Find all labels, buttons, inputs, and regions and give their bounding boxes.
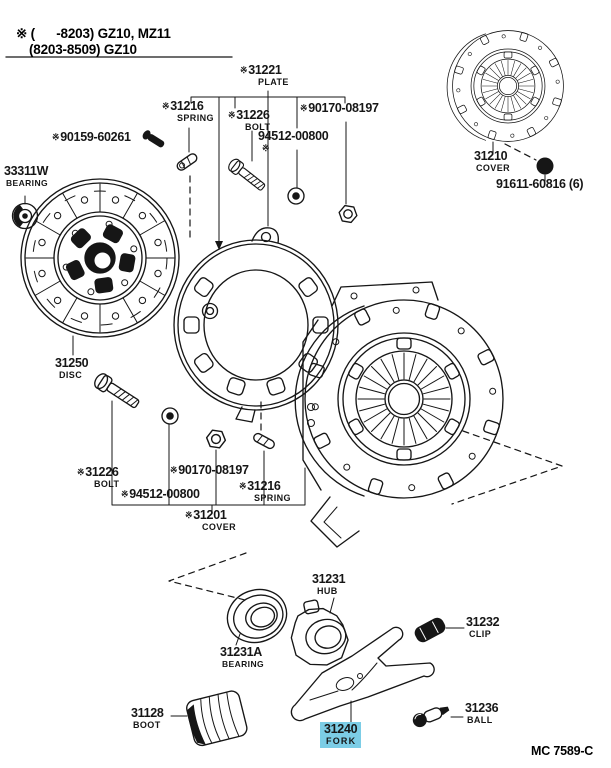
- part-label-90170-08197-top[interactable]: ※90170-08197: [300, 101, 379, 115]
- reference-mark: ※: [162, 100, 170, 111]
- part-label-31201-cover[interactable]: ※31201 COVER: [185, 508, 237, 532]
- part-label-31210-cover[interactable]: 31210 COVER: [474, 149, 511, 173]
- release-bearing-drawing: [220, 581, 294, 650]
- drawing-code: MC 7589-C: [531, 744, 594, 758]
- applicability-line-1: ※ ( -8203) GZ10, MZ11: [16, 26, 171, 41]
- spring-pin-top-icon: [176, 152, 199, 171]
- release-hub-drawing: [285, 595, 353, 671]
- ball-stud-drawing: [411, 702, 451, 729]
- reference-mark: ※: [240, 64, 248, 75]
- clip-drawing: [413, 616, 447, 643]
- part-label-31128-boot[interactable]: 31128 BOOT: [131, 706, 164, 730]
- part-label-31240-fork-highlighted[interactable]: 31240 FORK: [320, 722, 361, 748]
- clutch-disc-drawing: [21, 179, 179, 337]
- bolt-90159-icon: [141, 129, 166, 150]
- part-label-31226-bolt-top[interactable]: ※31226 BOLT: [228, 108, 271, 132]
- part-label-94512-00800-bottom[interactable]: ※94512-00800: [121, 487, 200, 501]
- applicability-line-2: (8203-8509) GZ10: [29, 42, 137, 57]
- part-label-31221-plate[interactable]: ※31221 PLATE: [240, 63, 289, 87]
- nut-bottom-icon: [206, 430, 227, 449]
- release-fork-drawing: [291, 627, 434, 720]
- boot-drawing: [184, 689, 248, 747]
- part-label-90170-08197-bottom[interactable]: ※90170-08197: [170, 463, 249, 477]
- part-label-31231-hub[interactable]: 31231 HUB: [312, 572, 346, 596]
- part-label-31250-disc[interactable]: 31250 DISC: [55, 356, 89, 380]
- part-label-31216-spring-top[interactable]: ※31216 SPRING: [162, 99, 214, 123]
- reference-mark: ※: [262, 142, 270, 153]
- pressure-plate-cover-drawing: [295, 282, 503, 547]
- reference-mark: ※: [52, 131, 60, 142]
- part-label-33311w-bearing[interactable]: 33311W BEARING: [4, 164, 49, 188]
- part-label-90159-60261[interactable]: ※90159-60261: [52, 130, 131, 144]
- reference-mark: ※: [185, 509, 193, 520]
- spring-pin-bottom-icon: [252, 432, 275, 450]
- clutch-cover-assy-drawing: [447, 31, 563, 142]
- part-label-31232-clip[interactable]: 31232 CLIP: [466, 615, 500, 639]
- reference-mark: ※: [170, 464, 178, 475]
- part-label-94512-00800-top[interactable]: 94512-00800 ※: [258, 129, 329, 153]
- washer-bottom-icon: [162, 408, 178, 424]
- part-label-31226-bolt-bottom[interactable]: ※31226 BOLT: [77, 465, 120, 489]
- model-applicability-note: [16, 26, 171, 57]
- bolt-top-icon: [226, 157, 267, 193]
- reference-mark: ※: [121, 488, 129, 499]
- reference-mark: ※: [228, 109, 236, 120]
- fastener-symbol-b: [537, 158, 554, 175]
- washer-top-icon: [288, 188, 304, 204]
- dashed-connectors: [169, 144, 562, 601]
- part-label-31216-spring-bottom[interactable]: ※31216 SPRING: [239, 479, 291, 503]
- part-label-91611-60816[interactable]: 91611-60816 (6): [496, 177, 584, 191]
- reference-mark: ※: [300, 102, 308, 113]
- bolt-bottom-icon: [92, 371, 141, 411]
- nut-top-icon: [338, 205, 358, 223]
- part-label-31231a-bearing[interactable]: 31231A BEARING: [220, 645, 264, 669]
- reference-mark: ※: [239, 480, 247, 491]
- part-label-31236-ball[interactable]: 31236 BALL: [465, 701, 499, 725]
- clutch-cover-plate-drawing: [174, 228, 338, 422]
- reference-mark: ※: [77, 466, 85, 477]
